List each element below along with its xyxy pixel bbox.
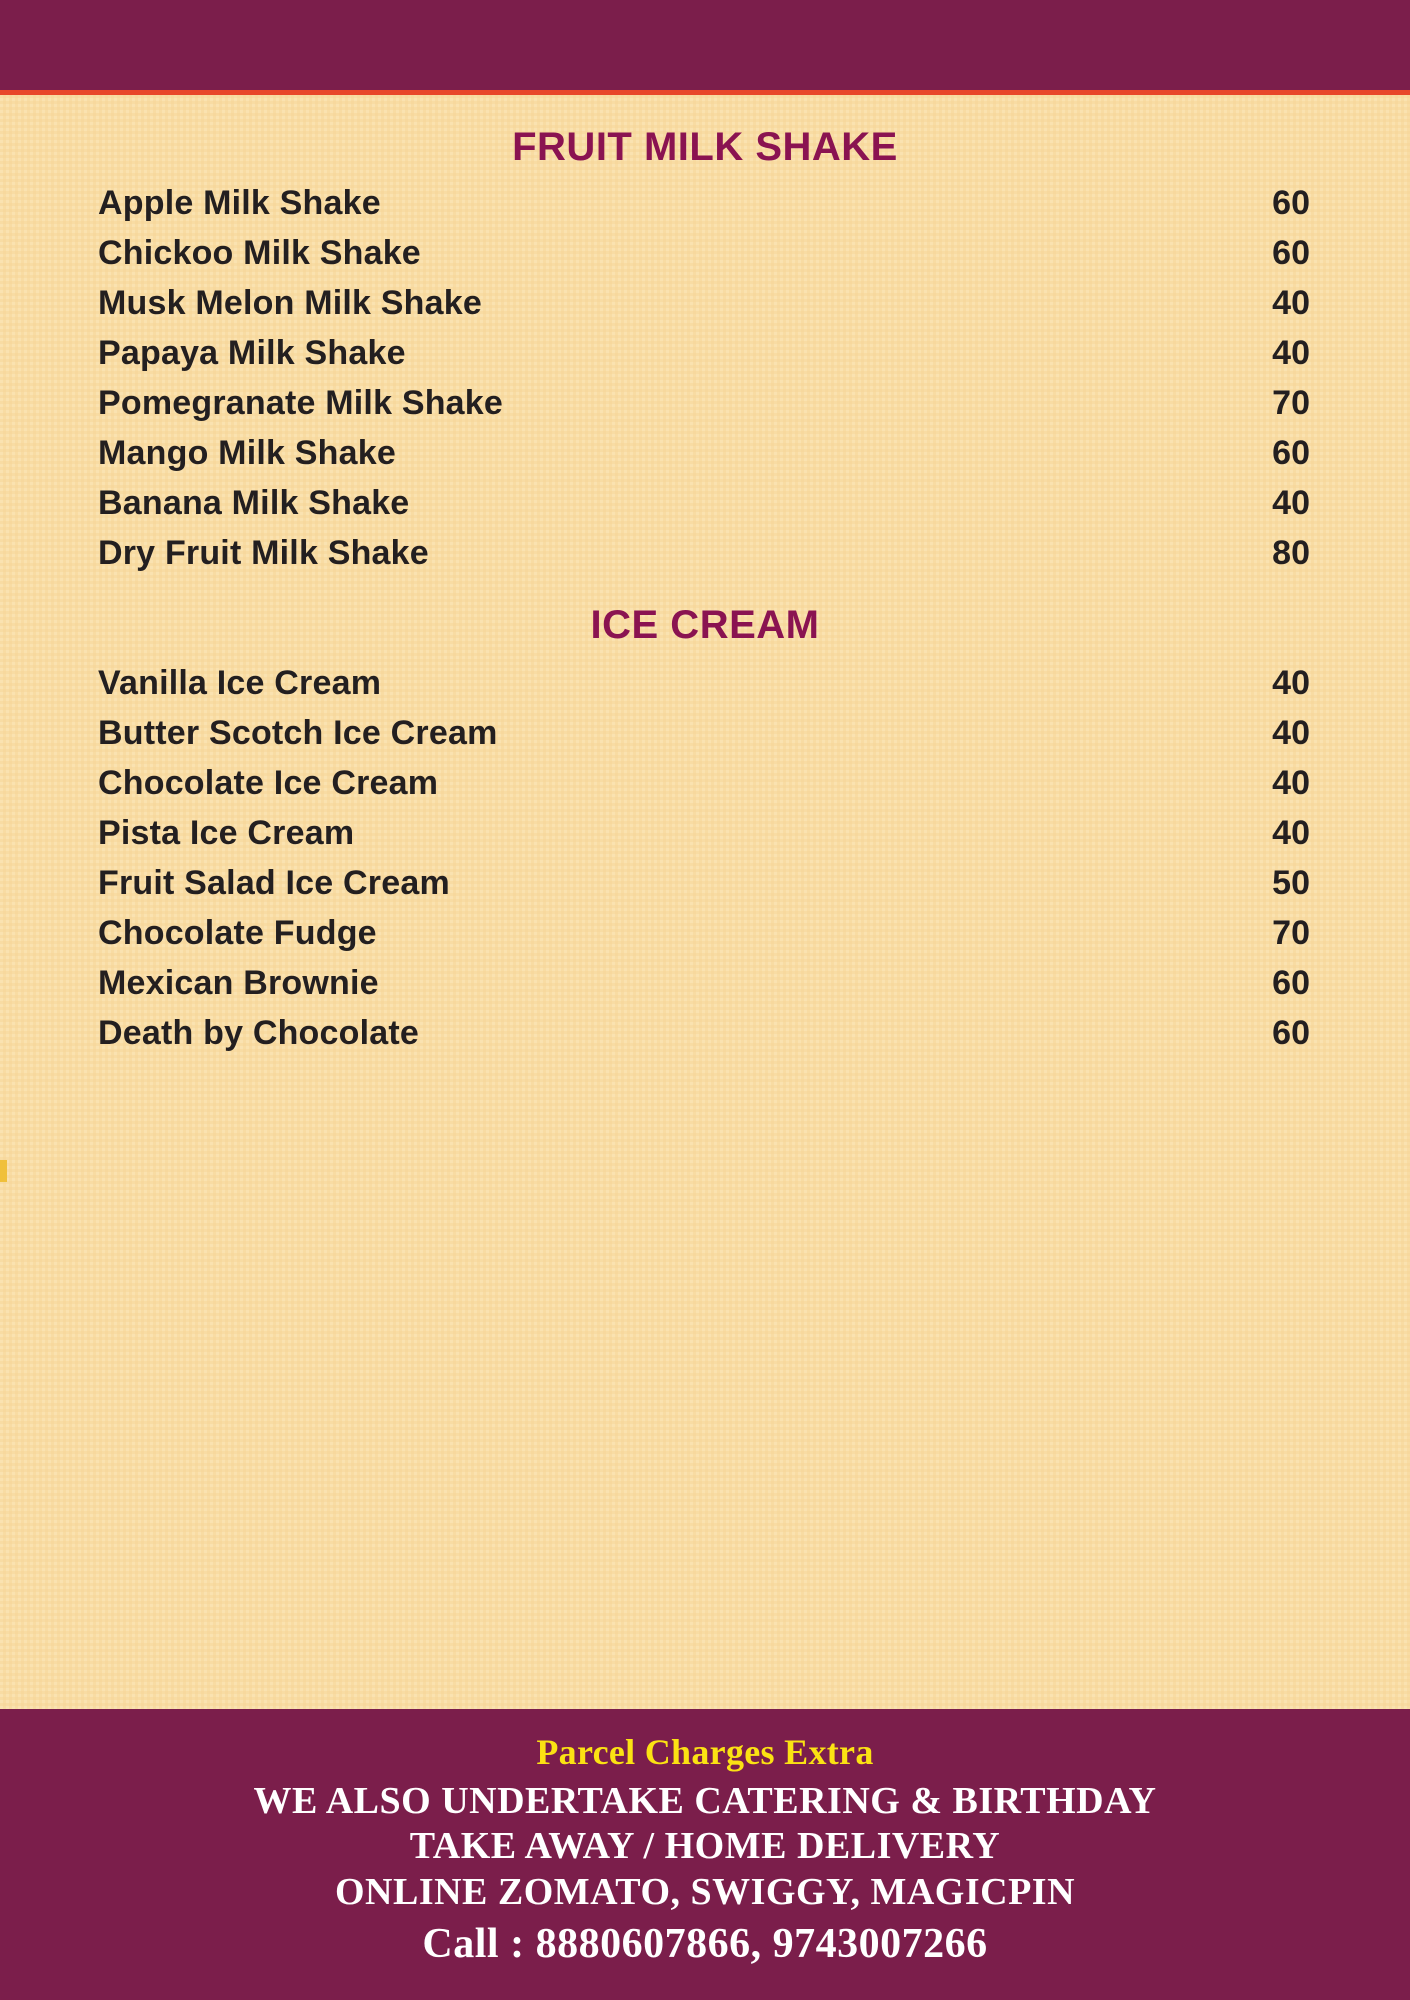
menu-item-price: 60 — [1272, 1014, 1310, 1052]
menu-item-name: Chocolate Fudge — [98, 914, 377, 952]
menu-item-row — [98, 534, 1312, 573]
item-list-ice-cream — [98, 664, 1312, 1053]
menu-item-name: Chocolate Ice Cream — [98, 764, 439, 802]
menu-item-price: 40 — [1272, 714, 1310, 752]
edge-marker — [0, 1160, 7, 1182]
item-list-fruit-milk-shake — [98, 184, 1312, 573]
menu-item-name: Butter Scotch Ice Cream — [98, 714, 498, 752]
menu-item-price: 60 — [1272, 964, 1310, 1002]
menu-item-row — [98, 764, 1312, 803]
menu-item-row — [98, 334, 1312, 373]
menu-item-price: 60 — [1272, 434, 1310, 472]
menu-item-price: 70 — [1272, 914, 1310, 952]
menu-item-price: 40 — [1272, 814, 1310, 852]
section-title-fruit-milk-shake: FRUIT MILK SHAKE — [512, 125, 898, 169]
menu-item-row — [98, 914, 1312, 953]
menu-item-name: Papaya Milk Shake — [98, 334, 406, 372]
menu-item-row — [98, 284, 1312, 323]
menu-item-name: Vanilla Ice Cream — [98, 664, 382, 702]
footer — [0, 1709, 1410, 2000]
menu-item-price: 40 — [1272, 484, 1310, 522]
menu-item-row — [98, 964, 1312, 1003]
menu-item-price: 60 — [1272, 184, 1310, 222]
menu-item-row — [98, 234, 1312, 273]
menu-item-price: 40 — [1272, 764, 1310, 802]
menu-item-name: Apple Milk Shake — [98, 184, 381, 222]
online-partners-line: ONLINE ZOMATO, SWIGGY, MAGICPIN — [334, 1870, 1076, 1913]
menu-item-name: Musk Melon Milk Shake — [98, 284, 482, 322]
menu-item-row — [98, 864, 1312, 903]
menu-item-name: Death by Chocolate — [98, 1014, 419, 1052]
menu-item-row — [98, 814, 1312, 853]
menu-item-name: Fruit Salad Ice Cream — [98, 864, 450, 902]
menu-item-price: 40 — [1272, 284, 1310, 322]
menu-item-name: Pista Ice Cream — [98, 814, 355, 852]
takeaway-line: TAKE AWAY / HOME DELIVERY — [409, 1825, 1001, 1868]
menu-item-name: Mango Milk Shake — [98, 434, 396, 472]
section-title-ice-cream: ICE CREAM — [590, 603, 820, 647]
menu-item-price: 40 — [1272, 664, 1310, 702]
parcel-charges-note: Parcel Charges Extra — [536, 1731, 874, 1772]
menu-item-row — [98, 664, 1312, 703]
menu-item-row — [98, 484, 1312, 523]
top-band — [0, 0, 1410, 95]
catering-line: WE ALSO UNDERTAKE CATERING & BIRTHDAY — [253, 1779, 1157, 1822]
menu-item-row — [98, 1014, 1312, 1053]
menu-item-price: 80 — [1272, 534, 1310, 572]
menu-body — [0, 95, 1410, 1709]
menu-item-row — [98, 434, 1312, 473]
menu-item-price: 60 — [1272, 234, 1310, 272]
menu-item-row — [98, 714, 1312, 753]
contact-numbers: Call : 8880607866, 9743007266 — [422, 1920, 988, 1967]
menu-item-name: Dry Fruit Milk Shake — [98, 534, 429, 572]
menu-item-name: Banana Milk Shake — [98, 484, 410, 522]
menu-item-price: 40 — [1272, 334, 1310, 372]
menu-item-name: Chickoo Milk Shake — [98, 234, 421, 272]
menu-item-name: Mexican Brownie — [98, 964, 379, 1002]
menu-item-price: 50 — [1272, 864, 1310, 902]
menu-item-name: Pomegranate Milk Shake — [98, 384, 503, 422]
menu-item-price: 70 — [1272, 384, 1310, 422]
menu-item-row — [98, 384, 1312, 423]
menu-item-row — [98, 184, 1312, 223]
